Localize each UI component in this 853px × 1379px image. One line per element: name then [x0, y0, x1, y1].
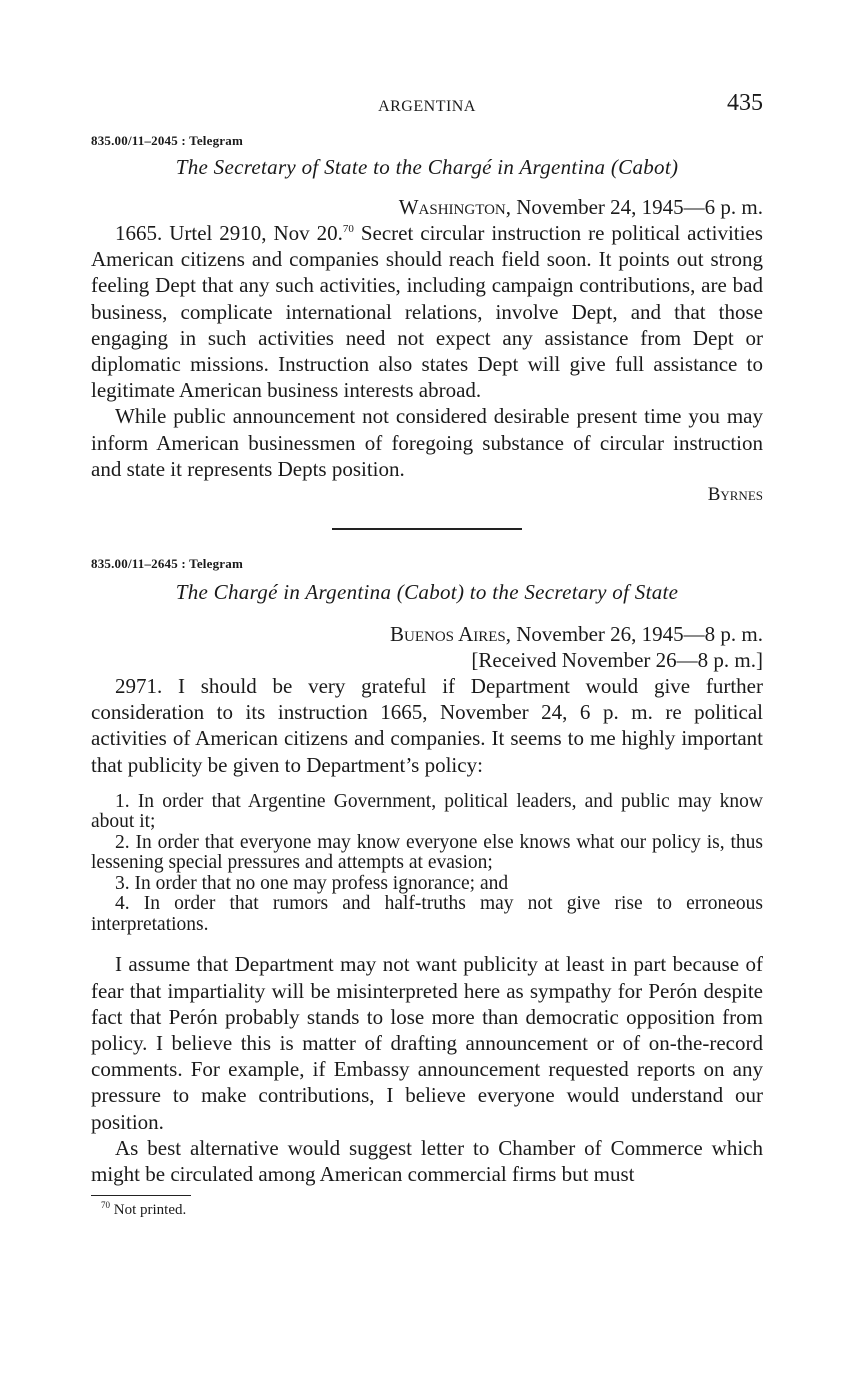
received-line: [Received November 26—8 p. m.]: [471, 648, 763, 673]
dateline-1: [91, 194, 763, 220]
paragraph-publicity: I assume that Department may not want publicity at least in part because of fear that impartiality will be misinterpreted here as sympathy for Perón despite fact that Perón probably stands to lose more than democratic opposition from policy. I believe this is matter of drafting announcement or of on-the-record comments. For example, if Embassy announcement requested reports on any pressure to make contributions, I believe everyone would understand our position.: [91, 952, 763, 1134]
list-item: 2. In order that everyone may know everyone else knows what our policy is, thus lessening special pressures and attempts at evasion;: [91, 831, 763, 874]
list-item: 4. In order that rumors and half-truths may not give rise to erroneous interpretations.: [91, 893, 763, 935]
list-item: 1. In order that Argentine Government, political leaders, and public may know about it;: [91, 790, 763, 833]
file-reference-2: 835.00/11–2645 : Telegram: [91, 556, 243, 572]
footnote-rule: [91, 1195, 191, 1196]
document-page: [91, 90, 763, 1219]
running-head: [91, 90, 763, 122]
reasons-list: [91, 792, 763, 936]
running-title: ARGENTINA: [378, 98, 476, 115]
signature-byrnes: Byrnes: [707, 484, 763, 506]
document-title-2: The Chargé in Argentina (Cabot) to the Secretary of State: [175, 580, 679, 605]
paragraph-announcement: While public announcement not considered desirable present time you may inform American businessmen of foregoing substance of circular instruction and state it represents Depts position.: [91, 404, 763, 481]
footnote-mark: 70: [101, 1200, 110, 1211]
list-item: 3. In order that no one may profess ignorance; and: [115, 872, 509, 894]
place-name-1: Washington: [398, 195, 506, 219]
page-number: 435: [727, 90, 763, 116]
paragraph-alternative: As best alternative would suggest letter to Chamber of Commerce which might be circulated among American commercial firms but must: [91, 1135, 763, 1186]
paragraph-2971: 2971. I should be very grateful if Department would give further consideration to its instruction 1665, November 24, 6 p. m. re political activities of American citizens and companies. It seems to me highly important that publicity be given to Department’s policy:: [91, 674, 763, 777]
dateline-2: [91, 621, 763, 647]
file-reference-1: 835.00/11–2045 : Telegram: [91, 133, 243, 148]
section-divider: [332, 528, 522, 530]
footnote-text: Not printed.: [110, 1202, 187, 1219]
paragraph-1665-rest: Secret circular instruction re political activities American citizens and companies should reach field soon. It points out strong feeling Dept that any such activities, including campaign contributions, are bad business, complicate international relations, involve Dept, and that those engaging in such activities need not expect any assistance from Dept or diplomatic missions. Instruction also states Dept will give full assistance to legitimate American business interests abroad.: [91, 221, 763, 403]
place-name-2: Buenos Aires: [389, 622, 506, 647]
date-1: , November 24, 1945—6 p. m.: [505, 195, 763, 219]
footnote-70: [91, 1202, 763, 1219]
paragraph-1665-start: 1665. Urtel 2910, Nov 20.: [115, 221, 343, 245]
date-2: , November 26, 1945—8 p. m.: [505, 622, 763, 647]
footnote-reference: 70: [342, 223, 354, 235]
document-title-1: The Secretary of State to the Chargé in Argentina (Cabot): [175, 155, 679, 179]
paragraph-1665: [91, 220, 763, 403]
